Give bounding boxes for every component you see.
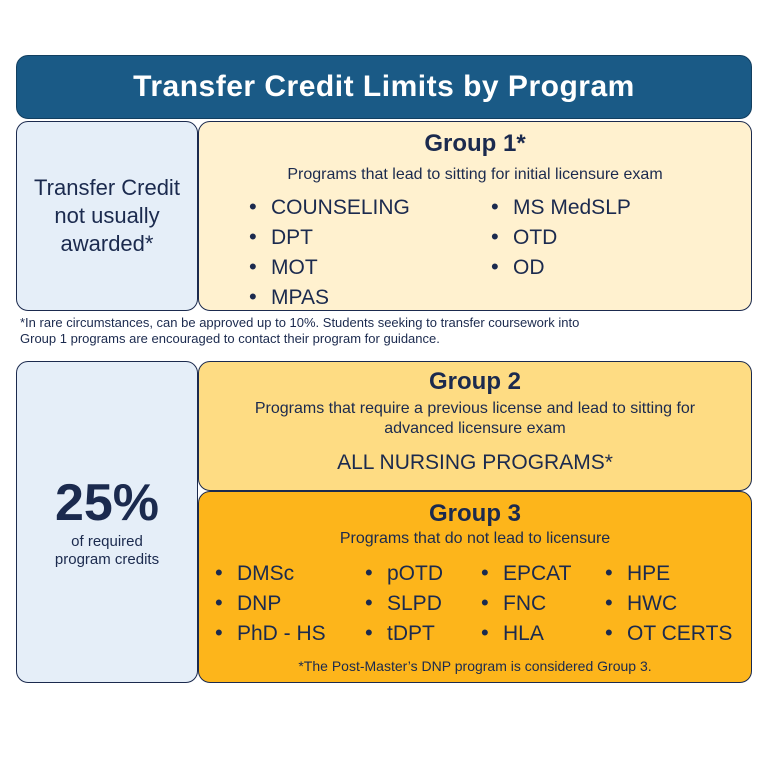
page-title: Transfer Credit Limits by Program [133, 70, 635, 103]
title-banner [16, 55, 752, 119]
group-1-footnote [20, 315, 760, 347]
list-item: • OTD [491, 222, 631, 252]
group-1-list-col-2 [491, 192, 631, 282]
no-transfer-panel [16, 121, 198, 311]
group-3-list-col-2 [365, 558, 443, 648]
group-3-panel [198, 491, 752, 683]
list-item: • DMSc [215, 558, 326, 588]
no-transfer-line-3: awarded* [60, 231, 154, 256]
list-item: • tDPT [365, 618, 443, 648]
list-item: • EPCAT [481, 558, 571, 588]
group-2-subtitle-2: advanced licensure exam [384, 420, 566, 437]
list-item: • MOT [249, 252, 410, 282]
list-item: • COUNSELING [249, 192, 410, 222]
no-transfer-line-1: Transfer Credit [34, 175, 180, 200]
group-1-list-col-1 [249, 192, 410, 312]
group-3-list-col-3 [481, 558, 571, 648]
list-item: • SLPD [365, 588, 443, 618]
group-2-subtitle-1: Programs that require a previous license and lead to sitting for [254, 400, 696, 417]
group-3-list-col-4 [605, 558, 732, 648]
group-3-subtitle: Programs that do not lead to licensure [339, 530, 611, 547]
transfer-limit-caption-2: program credits [54, 551, 160, 568]
group-2-title: Group 2 [428, 368, 521, 395]
list-item: • FNC [481, 588, 571, 618]
list-item: • pOTD [365, 558, 443, 588]
list-item: • HPE [605, 558, 732, 588]
list-item: • MS MedSLP [491, 192, 631, 222]
group-3-list-col-1 [215, 558, 326, 648]
group-1-title: Group 1* [424, 130, 526, 157]
group-2-program: ALL NURSING PROGRAMS* [337, 451, 613, 474]
no-transfer-line-2: not usually [54, 203, 160, 228]
list-item: • HWC [605, 588, 732, 618]
list-item: • OD [491, 252, 631, 282]
list-item: • DPT [249, 222, 410, 252]
list-item: • PhD - HS [215, 618, 326, 648]
group-3-title: Group 3 [428, 500, 521, 527]
transfer-limit-panel [16, 361, 198, 683]
group-3-note: *The Post-Master’s DNP program is considered Group 3. [298, 658, 652, 674]
footnote-line-2: Group 1 programs are encouraged to contact their program for guidance. [20, 331, 440, 346]
list-item: • OT CERTS [605, 618, 732, 648]
list-item: • DNP [215, 588, 326, 618]
list-item: • HLA [481, 618, 571, 648]
group-2-panel [198, 361, 752, 491]
transfer-limit-value: 25% [54, 474, 160, 532]
list-item: • MPAS [249, 282, 410, 312]
group-1-subtitle: Programs that lead to sitting for initial licensure exam [287, 166, 663, 183]
transfer-limit-caption-1: of required [71, 533, 143, 550]
group-1-panel [198, 121, 752, 311]
footnote-line-1: *In rare circumstances, can be approved up to 10%. Students seeking to transfer coursework into [20, 315, 580, 330]
